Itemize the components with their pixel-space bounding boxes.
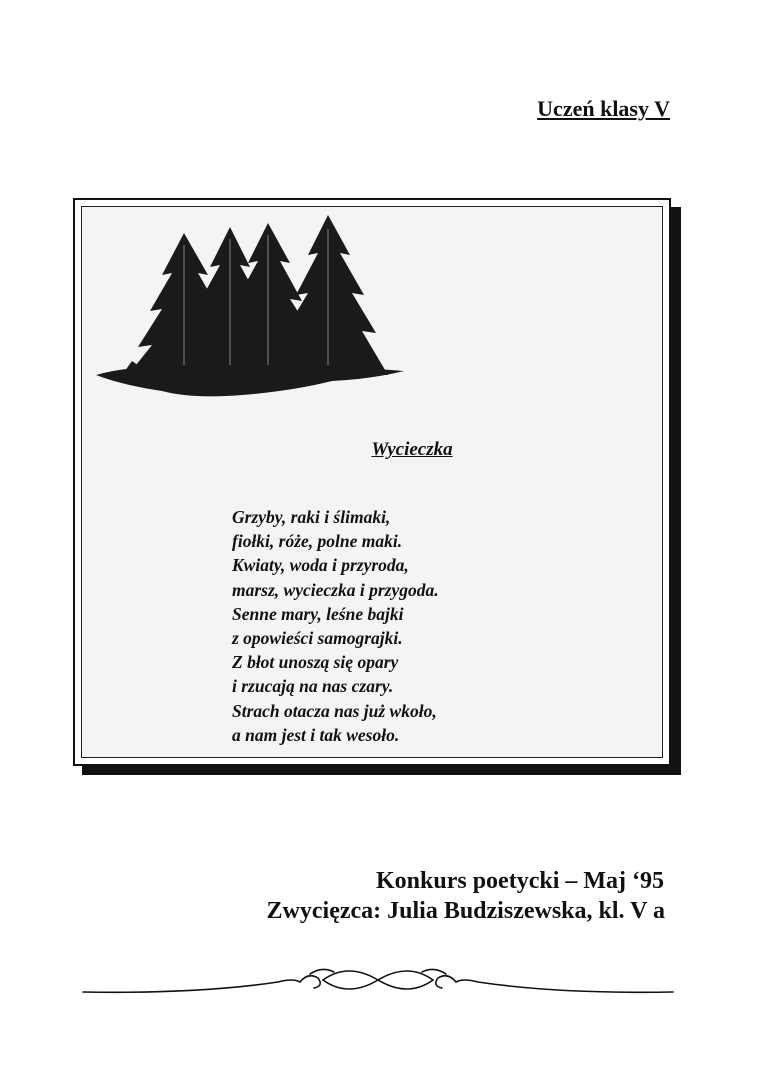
scroll-ornament-icon [78,960,678,1002]
poem-line: Strach otacza nas już wkoło, [232,700,437,721]
poem-line: Grzyby, raki i ślimaki, [232,507,391,527]
contest-caption: Konkurs poetycki – Maj ‘95 [376,868,664,894]
poem-line: fiołki, róże, polne maki. [232,531,403,552]
poem-body [232,505,632,747]
winner-caption: Zwycięzca: Julia Budziszewska, kl. V a [266,898,665,924]
poem-line: Kwiaty, woda i przyroda, [232,555,409,576]
poem-line: i rzucają na nas czary. [232,676,394,697]
poem-frame [73,198,671,766]
poem-title: Wycieczka [371,439,453,460]
poem-line: z opowieści samograjki. [232,628,403,649]
pine-trees-icon [92,215,412,405]
poem-line: a nam jest i tak wesoło. [232,724,400,745]
poem-line: Senne mary, leśne bajki [232,603,404,624]
class-label: Uczeń klasy V [537,96,670,121]
poem-line: marsz, wycieczka i przygoda. [232,579,439,600]
poem-line: Z błot unoszą się opary [232,652,399,673]
poem-frame-inner [81,206,663,758]
